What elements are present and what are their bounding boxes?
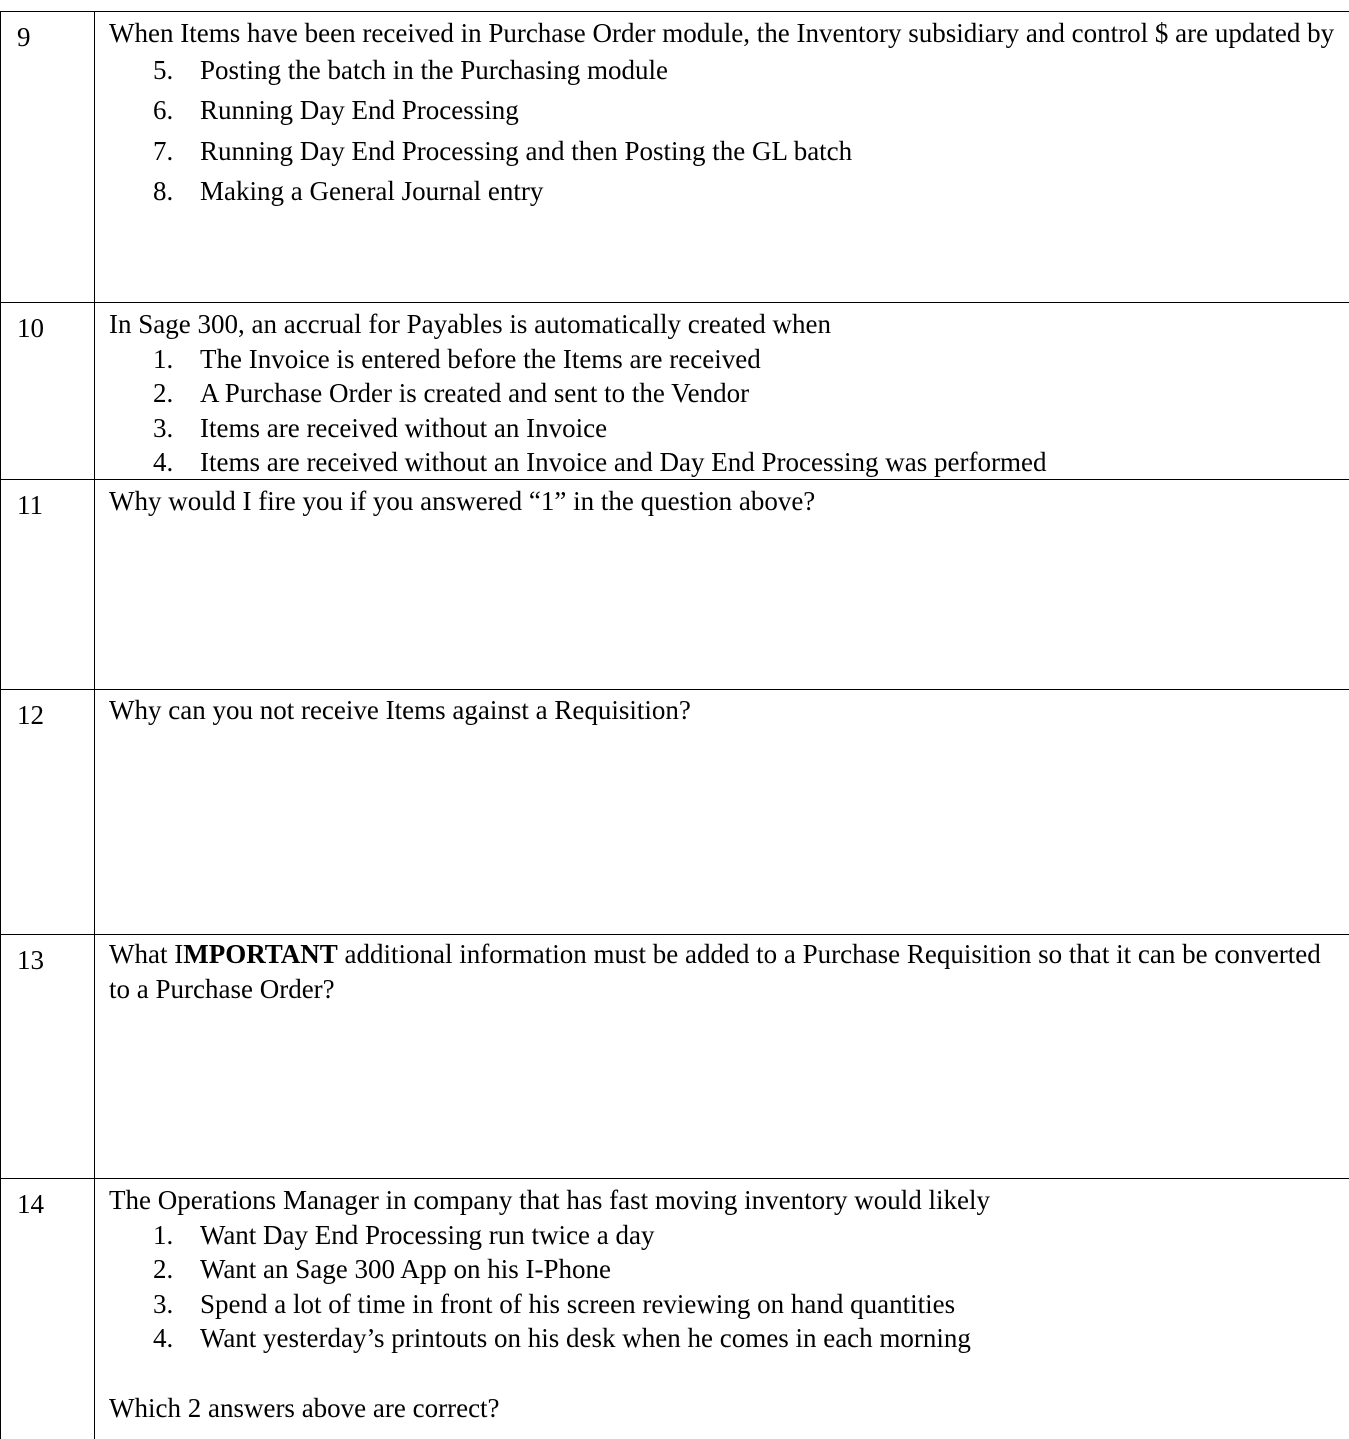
option-number: 4.	[153, 447, 174, 477]
question-content	[95, 12, 1349, 302]
option-number: 3.	[153, 1288, 174, 1319]
option-text: Posting the batch in the Purchasing module	[200, 54, 668, 85]
question-text: In Sage 300, an accrual for Payables is automatically created when	[109, 309, 831, 339]
question-number: 9	[0, 12, 95, 302]
option-text: Want yesterday’s printouts on his desk when he comes in each morning	[200, 1323, 971, 1353]
question-content	[95, 690, 1349, 934]
option-text: Want Day End Processing run twice a day	[200, 1219, 655, 1250]
answer-option	[153, 1321, 1349, 1356]
option-number: 1.	[153, 1219, 174, 1250]
questions-table	[0, 11, 1349, 1439]
option-text: Items are received without an Invoice	[200, 412, 608, 443]
option-text: The Invoice is entered before the Items are received	[200, 343, 761, 374]
question-content	[95, 935, 1349, 1178]
question-row-9	[0, 12, 1349, 303]
answer-option	[153, 411, 1349, 446]
question-content	[95, 1179, 1349, 1439]
question-number: 11	[0, 480, 95, 689]
spacer	[109, 1356, 1349, 1391]
option-text: Spend a lot of time in front of his screen reviewing on hand quantities	[200, 1288, 956, 1319]
question-number: 13	[0, 935, 95, 1178]
question-text: Why can you not receive Items against a Requisition?	[109, 695, 691, 725]
question-number: 14	[0, 1179, 95, 1439]
question-content	[95, 303, 1349, 479]
question-text-suffix: additional information must be added to a Purchase Requisition so that it can be converted to a Purchase Order?	[109, 939, 1321, 1004]
option-number: 3.	[153, 412, 174, 443]
option-number: 2.	[153, 1254, 174, 1284]
option-number: 7.	[153, 135, 174, 166]
option-number: 2.	[153, 378, 174, 408]
question-row-11	[0, 480, 1349, 690]
question-number: 10	[0, 303, 95, 479]
option-text: Running Day End Processing	[200, 95, 519, 125]
answer-option	[153, 342, 1349, 377]
option-number: 1.	[153, 343, 174, 374]
option-number: 8.	[153, 176, 174, 206]
question-text: When Items have been received in Purchase Order module, the Inventory subsidiary and control $ are updated by	[109, 18, 1335, 48]
option-text: Want an Sage 300 App on his I-Phone	[200, 1254, 612, 1284]
answer-option	[153, 1218, 1349, 1253]
option-number: 4.	[153, 1323, 174, 1353]
option-text: Items are received without an Invoice and Day End Processing was performed	[200, 447, 1047, 477]
option-text: Running Day End Processing and then Posting the GL batch	[200, 135, 853, 166]
answer-option	[153, 50, 1349, 91]
question-text	[109, 937, 1349, 1006]
question-row-13	[0, 935, 1349, 1179]
question-content	[95, 480, 1349, 689]
option-text: Making a General Journal entry	[200, 176, 544, 206]
answer-options	[109, 1218, 1349, 1356]
answer-options	[109, 342, 1349, 480]
option-text: A Purchase Order is created and sent to the Vendor	[200, 378, 750, 408]
answer-option	[153, 171, 1349, 212]
answer-option	[153, 90, 1349, 131]
option-number: 5.	[153, 54, 174, 85]
question-row-14	[0, 1179, 1349, 1439]
question-row-10	[0, 303, 1349, 480]
question-text: The Operations Manager in company that has fast moving inventory would likely	[109, 1185, 991, 1215]
answer-option	[153, 1287, 1349, 1322]
answer-option	[153, 1252, 1349, 1287]
question-number: 12	[0, 690, 95, 934]
question-text-prefix: What I	[109, 939, 184, 969]
answer-option	[153, 131, 1349, 172]
question-row-12	[0, 690, 1349, 935]
answer-option	[153, 445, 1349, 479]
answer-option	[153, 376, 1349, 411]
question-followup: Which 2 answers above are correct?	[109, 1392, 500, 1423]
question-text-emphasis: MPORTANT	[183, 939, 338, 969]
option-number: 6.	[153, 95, 174, 125]
answer-options	[109, 50, 1349, 212]
question-text: Why would I fire you if you answered “1” in the question above?	[109, 486, 816, 516]
